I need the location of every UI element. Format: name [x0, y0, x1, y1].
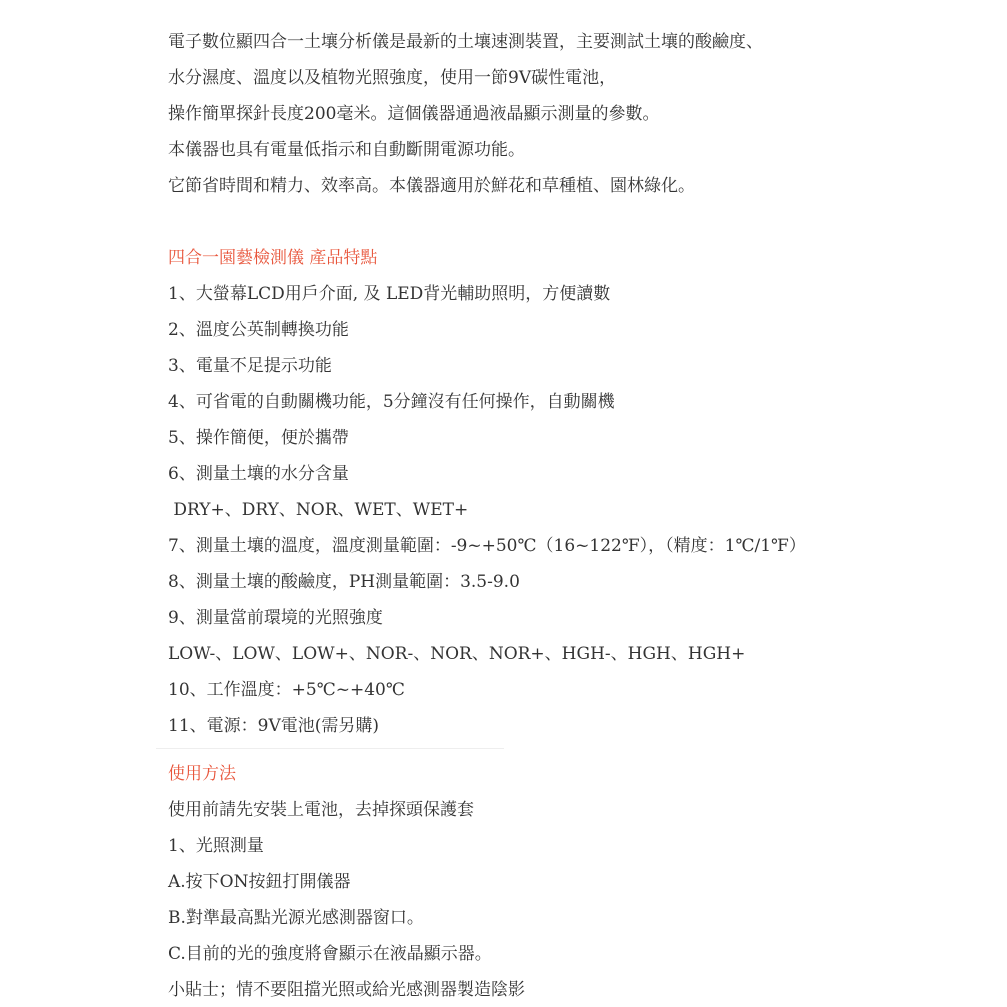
feature-item: 7、測量土壤的溫度，溫度測量範圍：-9~+50℃（16~122℉），（精度：1℃/1℉）: [168, 536, 806, 556]
usage-item: C.目前的光的強度將會顯示在液晶顯示器。: [168, 944, 492, 964]
usage-item: A.按下ON按鈕打開儀器: [168, 872, 351, 892]
feature-item: 3、電量不足提示功能: [168, 356, 332, 376]
features-heading: 四合一園藝檢測儀 產品特點: [168, 248, 378, 268]
intro-line: 操作簡單探針長度200毫米。這個儀器通過液晶顯示測量的參數。: [168, 104, 660, 124]
usage-heading: 使用方法: [168, 764, 236, 784]
feature-item: 6、測量土壤的水分含量: [168, 464, 349, 484]
section-divider: [156, 748, 504, 749]
usage-item: 使用前請先安裝上電池，去掉探頭保護套: [168, 800, 474, 820]
feature-item: 2、溫度公英制轉換功能: [168, 320, 349, 340]
usage-item: 1、光照測量: [168, 836, 264, 856]
feature-item: 4、可省電的自動關機功能，5分鐘沒有任何操作，自動關機: [168, 392, 615, 412]
intro-line: 本儀器也具有電量低指示和自動斷開電源功能。: [168, 140, 525, 160]
feature-item: DRY+、DRY、NOR、WET、WET+: [168, 500, 469, 520]
feature-item: LOW-、LOW、LOW+、NOR-、NOR、NOR+、HGH-、HGH、HGH+: [168, 644, 746, 664]
intro-line: 它節省時間和精力、效率高。本儀器適用於鮮花和草種植、園林綠化。: [168, 176, 695, 196]
intro-line: 電子數位顯四合一土壤分析儀是最新的土壤速測裝置，主要測試土壤的酸鹼度、: [168, 32, 763, 52]
feature-item: 9、測量當前環境的光照強度: [168, 608, 383, 628]
intro-line: 水分濕度、溫度以及植物光照強度，使用一節9V碳性電池，: [168, 68, 617, 88]
feature-item: 1、大螢幕LCD用戶介面, 及 LED背光輔助照明，方便讀數: [168, 284, 611, 304]
feature-item: 11、電源：9V電池(需另購): [168, 716, 379, 736]
usage-item: B.對準最高點光源光感測器窗口。: [168, 908, 424, 928]
feature-item: 10、工作溫度：+5℃~+40℃: [168, 680, 405, 700]
feature-item: 8、測量土壤的酸鹼度，PH測量範圍：3.5-9.0: [168, 572, 520, 592]
feature-item: 5、操作簡便，便於攜帶: [168, 428, 349, 448]
usage-item: 小貼士；情不要阻擋光照或給光感測器製造陰影: [168, 980, 525, 1000]
